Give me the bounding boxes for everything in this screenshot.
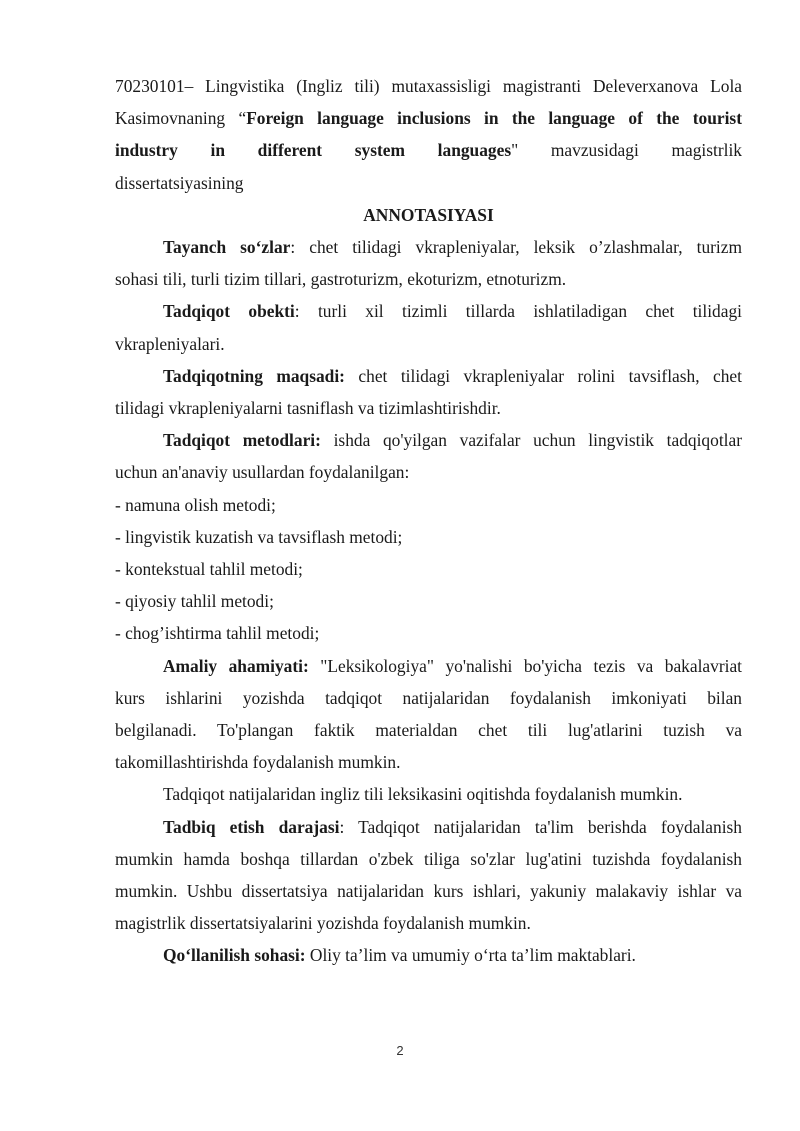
intro-line-2: Kasimovnaning “Foreign language inclusions in the language of the tourist xyxy=(115,108,742,129)
list-item: - qiyosiy tahlil metodi; xyxy=(115,591,274,612)
application-line: Qo‘llanilish sohasi: Oliy ta’lim va umumiy o‘rta ta’lim maktablari. xyxy=(163,945,636,966)
implementation-line-2: mumkin hamda boshqa tillardan o'zbek tiliga so'zlar lug'atini tuzishda foydalanish xyxy=(115,848,742,869)
goal-line-2: tilidagi vkrapleniyalarni tasniflash va tizimlashtirishdir. xyxy=(115,398,501,419)
intro-line-4: dissertatsiyasining xyxy=(115,172,244,193)
list-item: - kontekstual tahlil metodi; xyxy=(115,559,303,580)
page-number: 2 xyxy=(396,1043,404,1058)
keywords-line-2: sohasi tili, turli tizim tillari, gastroturizm, ekoturizm, etnoturizm. xyxy=(115,269,567,290)
object-line-1: Tadqiqot obekti: turli xil tizimli tillarda ishlatiladigan chet tilidagi xyxy=(163,301,742,322)
list-item: - namuna olish metodi; xyxy=(115,494,276,515)
implementation-line-3: mumkin. Ushbu dissertatsiya natijalaridan kurs ishlari, yakuniy malakaviy ishlar va xyxy=(115,881,742,902)
methods-line-1: Tadqiqot metodlari: ishda qo'yilgan vazifalar uchun lingvistik tadqiqotlar xyxy=(163,430,742,451)
practical-line-2: kurs ishlarini yozishda tadqiqot natijalaridan foydalanish imkoniyati bilan xyxy=(115,687,742,708)
list-item: - chog’ishtirma tahlil metodi; xyxy=(115,623,320,644)
thesis-title: Foreign language inclusions in the language of the tourist xyxy=(246,108,742,129)
document-page xyxy=(115,70,742,972)
implementation-line-4: magistrlik dissertatsiyalarini yozishda foydalanish mumkin. xyxy=(115,913,531,934)
list-item: - lingvistik kuzatish va tavsiflash metodi; xyxy=(115,526,403,547)
practical-line-4: takomillashtirishda foydalanish mumkin. xyxy=(115,752,401,773)
object-line-2: vkrapleniyalari. xyxy=(115,333,225,354)
section-heading: ANNOTASIYASI xyxy=(363,204,494,225)
methods-line-2: uchun an'anaviy usullardan foydalanilgan: xyxy=(115,462,410,483)
practical-paragraph-2: Tadqiqot natijalaridan ingliz tili leksikasini oqitishda foydalanish mumkin. xyxy=(163,784,683,805)
practical-line-1: Amaliy ahamiyati: "Leksikologiya" yo'nalishi bo'yicha tezis va bakalavriat xyxy=(163,655,743,676)
goal-line-1: Tadqiqotning maqsadi: chet tilidagi vkrapleniyalar rolini tavsiflash, chet xyxy=(163,365,742,386)
intro-line-3: industry in different system languages" mavzusidagi magistrlik xyxy=(115,140,742,161)
intro-line-1: 70230101– Lingvistika (Ingliz tili) mutaxassisligi magistranti Deleverxanova Lola xyxy=(115,76,742,96)
keywords-line-1: Tayanch so‘zlar: chet tilidagi vkrapleniyalar, leksik o’zlashmalar, turizm xyxy=(163,237,743,258)
thesis-title-cont: industry in different system languages xyxy=(115,140,512,161)
implementation-line-1: Tadbiq etish darajasi: Tadqiqot natijalaridan ta'lim berishda foydalanish xyxy=(163,816,742,837)
practical-line-3: belgilanadi. To'plangan faktik materialdan chet tili lug'atlarini tuzish va xyxy=(115,720,742,741)
